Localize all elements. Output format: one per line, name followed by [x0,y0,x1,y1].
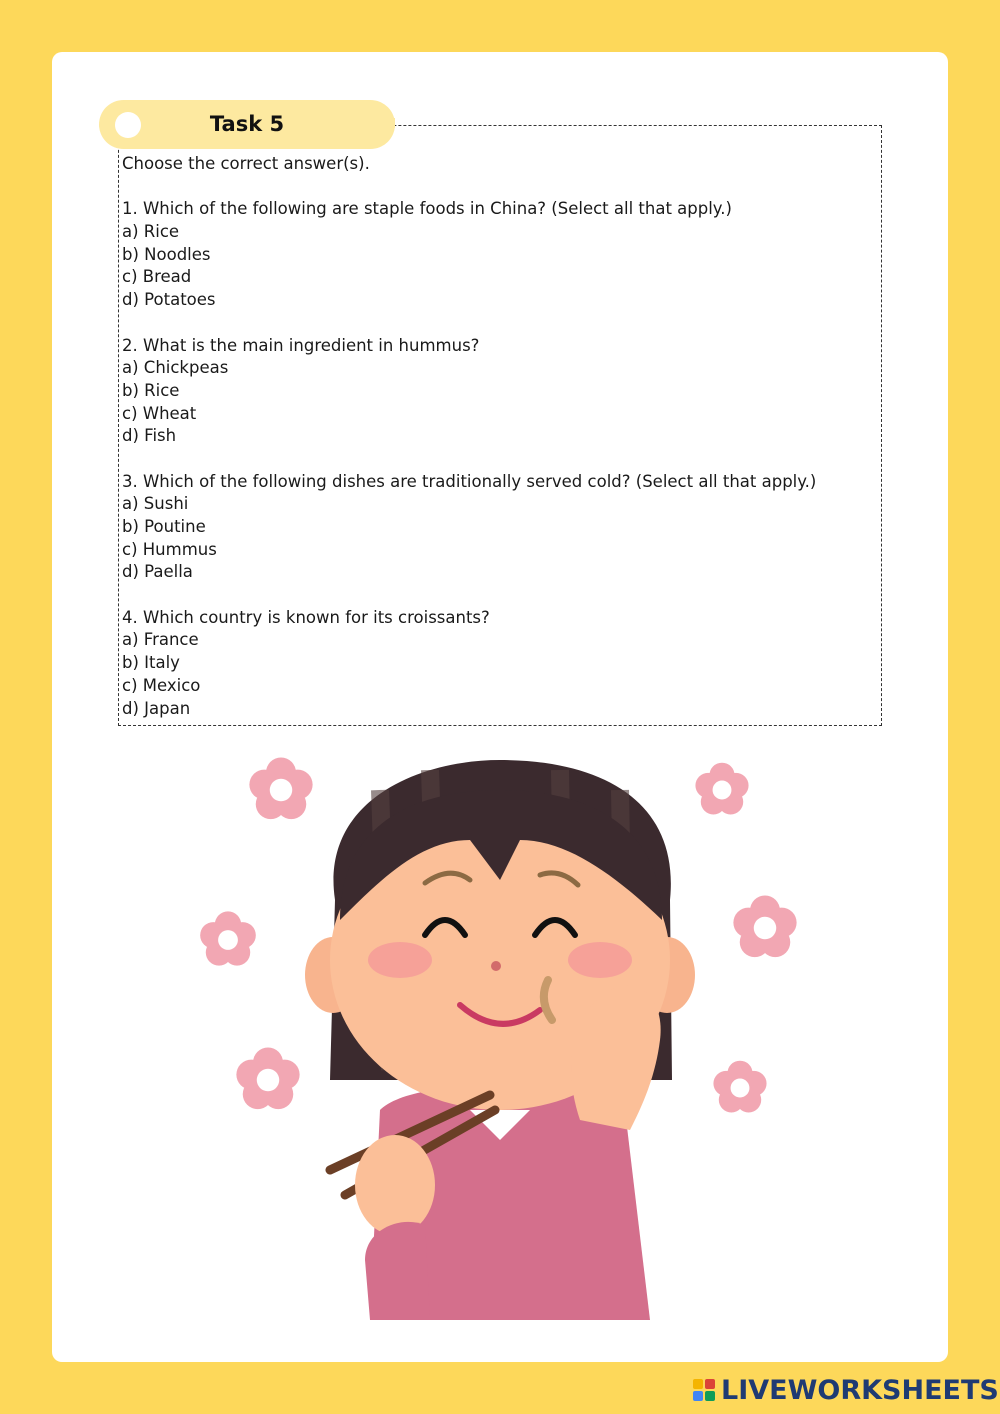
answer-option[interactable]: d) Fish [122,426,177,446]
liveworksheets-brand [693,1374,999,1406]
flower-icon [249,758,312,820]
answer-option[interactable]: d) Paella [122,562,193,582]
answer-option[interactable]: d) Japan [122,698,191,718]
answer-option[interactable]: b) Poutine [122,517,206,536]
answer-option[interactable]: a) France [122,630,199,650]
answer-option[interactable]: b) Rice [122,380,180,400]
answer-option[interactable]: d) Potatoes [122,290,216,310]
answer-option[interactable]: c) Hummus [122,539,217,559]
answer-option[interactable]: c) Bread [122,267,192,287]
answer-option[interactable]: a) Rice [122,222,180,242]
task-title-pill [99,100,395,149]
answer-option[interactable]: c) Mexico [122,675,201,695]
question-list [122,153,877,720]
flower-icon [733,896,796,958]
girl-eating-with-chopsticks-illustration [180,745,820,1335]
answer-option[interactable]: b) Italy [122,653,180,673]
answer-option[interactable]: a) Sushi [122,494,189,514]
question-prompt: 1. Which of the following are staple foods in China? (Select all that apply.) [122,199,732,219]
answer-option[interactable]: c) Wheat [122,403,197,423]
liveworksheets-logo-icon [693,1379,715,1401]
flower-icon [695,763,748,815]
flower-icon [713,1061,766,1113]
instructions: Choose the correct answer(s). [122,154,370,173]
flower-icon [200,911,256,965]
flower-icon [236,1048,299,1110]
question-prompt: 2. What is the main ingredient in hummus? [122,335,480,355]
task-title: Task 5 [209,112,285,136]
question-prompt: 3. Which of the following dishes are traditionally served cold? (Select all that apply.) [122,471,817,491]
answer-option[interactable]: b) Noodles [122,244,211,264]
question-prompt: 4. Which country is known for its croissants? [122,607,490,627]
answer-option[interactable]: a) Chickpeas [122,358,229,378]
brand-name: LIVEWORKSHEETS [721,1374,999,1406]
